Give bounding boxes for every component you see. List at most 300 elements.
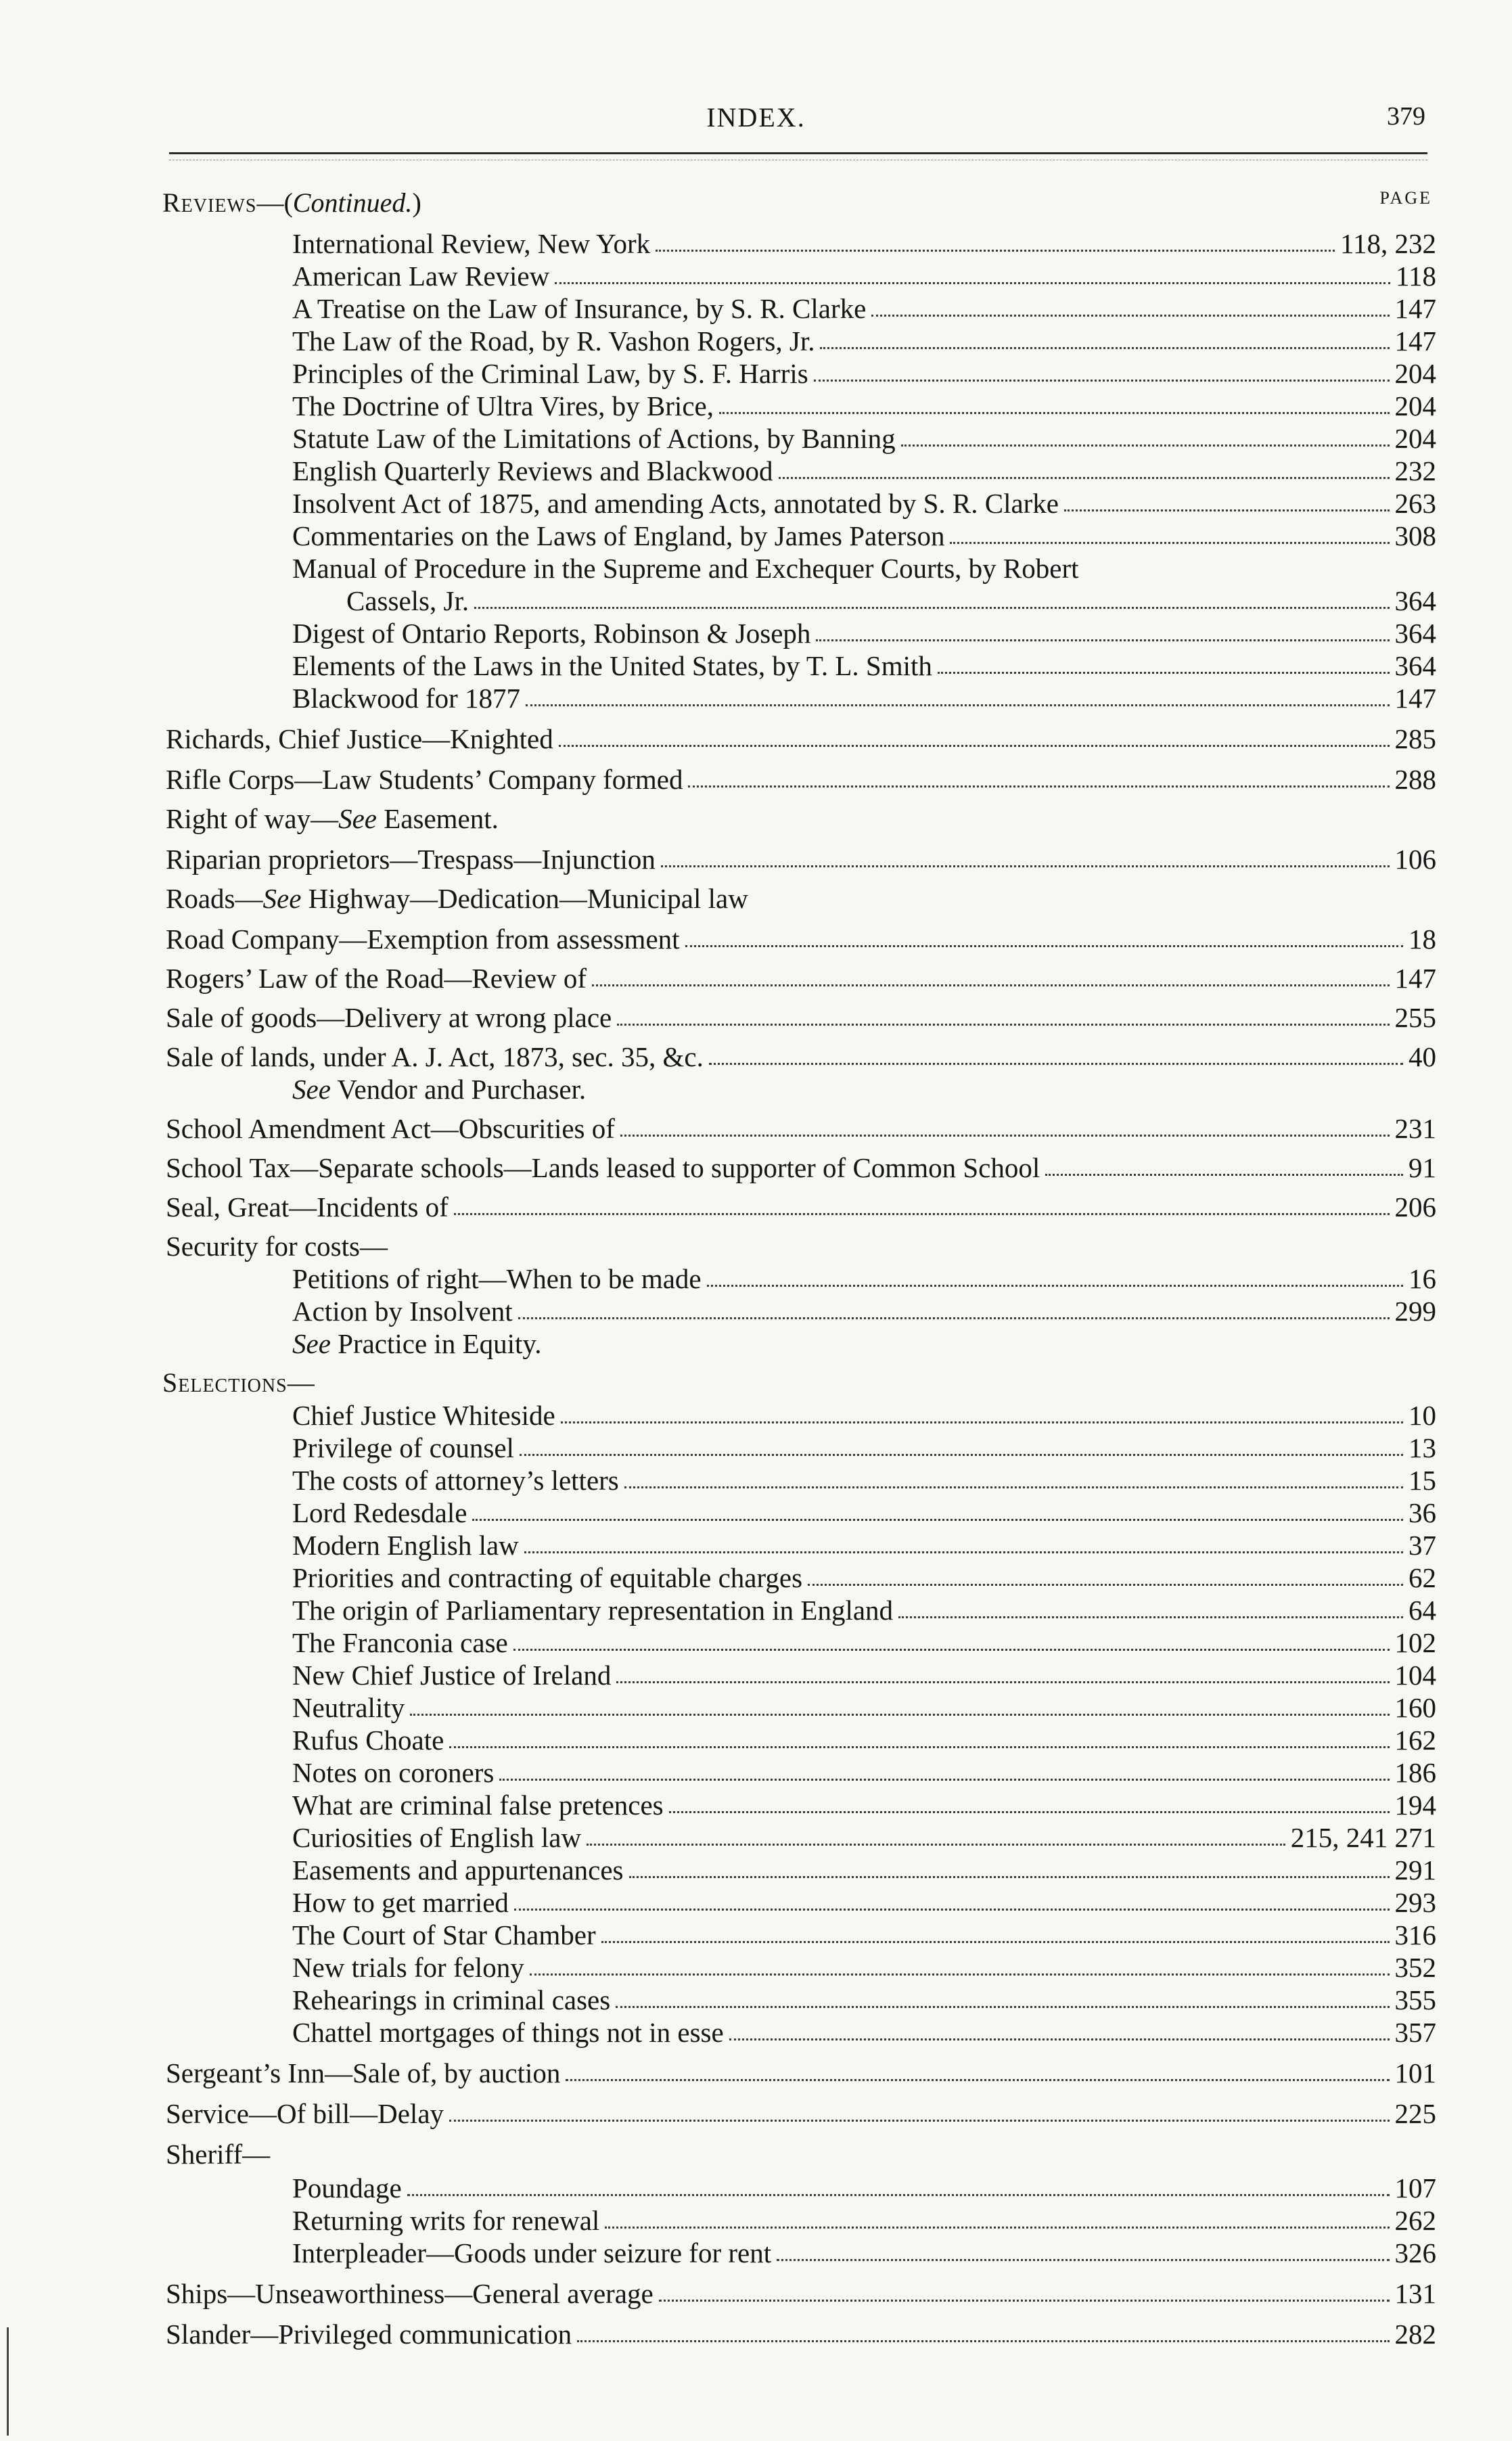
- leader-dots: [808, 1584, 1403, 1586]
- index-entry: [162, 1367, 315, 1399]
- index-entry: [292, 357, 1436, 390]
- entry-label: [292, 455, 773, 487]
- entry-label: [292, 1724, 444, 1756]
- entry-text: Commentaries on the Laws of England, by James Paterson: [292, 520, 945, 551]
- entry-label: [292, 1561, 802, 1594]
- entry-label: [166, 1230, 388, 1262]
- entry-text: Rifle Corps—Law Students’ Company formed: [166, 764, 683, 795]
- entry-label: [292, 1951, 524, 1984]
- leader-dots: [524, 1551, 1403, 1553]
- entry-text: The Doctrine of Ultra Vires, by Brice,: [292, 390, 714, 421]
- index-entry: [166, 1112, 1436, 1145]
- leader-dots: [616, 1681, 1389, 1683]
- entry-text: International Review, New York: [292, 228, 651, 259]
- entry-text: Digest of Ontario Reports, Robinson & Joseph: [292, 618, 811, 649]
- entry-page-ref: 194: [1394, 1789, 1436, 1821]
- entry-label: [292, 1919, 596, 1951]
- leader-dots: [620, 1135, 1390, 1137]
- leader-dots: [449, 1746, 1389, 1748]
- entry-page-ref: 364: [1394, 618, 1436, 649]
- index-entry: [292, 1497, 1436, 1529]
- index-entry: [292, 1886, 1436, 1919]
- entry-page-ref: 291: [1394, 1854, 1436, 1886]
- index-entry: [292, 325, 1436, 357]
- index-entry: [292, 552, 1436, 585]
- entry-label: [292, 1756, 494, 1789]
- index-entry: [166, 2277, 1436, 2310]
- entry-text: Road Company—Exemption from assessment: [166, 923, 680, 955]
- entry-text: See: [292, 1328, 331, 1359]
- entry-text: Statute Law of the Limitations of Actions, by Banning: [292, 423, 896, 454]
- index-entry: [292, 1262, 1436, 1295]
- entry-text: Rufus Choate: [292, 1725, 444, 1756]
- leader-dots: [587, 1844, 1285, 1846]
- entry-text: Richards, Chief Justice—Knighted: [166, 723, 553, 754]
- entry-label: [292, 487, 1059, 520]
- entry-text: Vendor and Purchaser.: [330, 1074, 587, 1105]
- entry-page-ref: 10: [1408, 1400, 1436, 1431]
- entry-text: Riparian proprietors—Trespass—Injunction: [166, 844, 656, 875]
- leader-dots: [513, 1649, 1390, 1651]
- entry-text: Selections: [162, 1367, 288, 1398]
- entry-text: Principles of the Criminal Law, by S. F. Harris: [292, 358, 808, 389]
- entry-page-ref: 40: [1408, 1041, 1436, 1072]
- entry-text: See: [338, 803, 377, 834]
- leader-dots: [605, 2227, 1389, 2229]
- entry-label: [292, 682, 520, 714]
- entry-page-ref: 299: [1394, 1296, 1436, 1327]
- leader-dots: [410, 1714, 1389, 1716]
- page-column-label: PAGE: [1379, 188, 1432, 208]
- leader-dots: [661, 865, 1390, 867]
- entry-text: The Court of Star Chamber: [292, 1919, 596, 1950]
- index-entry: [292, 1073, 1436, 1105]
- entry-page-ref: 204: [1394, 358, 1436, 389]
- index-entry: [292, 2204, 1436, 2237]
- leader-dots: [901, 444, 1390, 447]
- entry-text: English Quarterly Reviews and Blackwood: [292, 455, 773, 486]
- leader-dots: [520, 1454, 1403, 1456]
- entry-text: Roads—: [166, 883, 263, 914]
- page-title: INDEX.: [706, 102, 806, 133]
- entry-text: Right of way—: [166, 803, 339, 834]
- leader-dots: [449, 2120, 1389, 2122]
- entry-label: [292, 1529, 519, 1561]
- leader-dots: [1045, 1174, 1403, 1176]
- entry-text: —: [287, 1367, 315, 1398]
- entry-page-ref: 62: [1408, 1562, 1436, 1593]
- index-entry: [292, 1756, 1436, 1789]
- leader-dots: [616, 2006, 1389, 2008]
- entry-text: The Franconia case: [292, 1627, 508, 1658]
- entry-label: [292, 1626, 508, 1659]
- index-entry: [292, 292, 1436, 325]
- entry-text: Easements and appurtenances: [292, 1854, 624, 1886]
- index-entry: [292, 1789, 1436, 1821]
- entry-label: [166, 2318, 572, 2350]
- leader-dots: [577, 2340, 1389, 2342]
- entry-text: Lord Redesdale: [292, 1497, 467, 1528]
- index-entry: [166, 763, 1436, 796]
- leader-dots: [669, 1811, 1390, 1813]
- leader-dots: [659, 2300, 1390, 2302]
- leader-dots: [719, 412, 1390, 414]
- index-entry: [166, 923, 1436, 955]
- entry-page-ref: 186: [1394, 1757, 1436, 1788]
- entry-page-ref: 204: [1394, 423, 1436, 454]
- index-entry: [166, 2097, 1436, 2130]
- entry-page-ref: 147: [1394, 325, 1436, 357]
- entry-label: [292, 1594, 893, 1626]
- entry-page-ref: 160: [1394, 1692, 1436, 1723]
- entry-label: [292, 1821, 581, 1854]
- entry-page-ref: 147: [1394, 293, 1436, 324]
- entry-page-ref: 288: [1394, 764, 1436, 795]
- leader-dots: [601, 1941, 1390, 1943]
- leader-dots: [1064, 509, 1389, 511]
- leader-dots: [407, 2194, 1390, 2196]
- entry-page-ref: 147: [1394, 963, 1436, 994]
- entry-text: School Amendment Act—Obscurities of: [166, 1113, 615, 1144]
- page-number: 379: [1387, 102, 1425, 131]
- leader-dots: [685, 945, 1403, 947]
- leader-dots: [779, 477, 1390, 479]
- entry-text: The Law of the Road, by R. Vashon Rogers, Jr.: [292, 325, 815, 357]
- leader-dots: [950, 542, 1389, 544]
- entry-label: [166, 723, 553, 755]
- entry-text: Rehearings in criminal cases: [292, 1984, 611, 2015]
- entry-text: Sale of lands, under A. J. Act, 1873, sec. 35, &c.: [166, 1041, 704, 1072]
- leader-dots: [629, 1876, 1390, 1878]
- entry-label: [292, 325, 815, 357]
- entry-page-ref: 326: [1394, 2237, 1436, 2268]
- index-entry: [292, 227, 1436, 260]
- entry-label: [292, 2237, 771, 2269]
- leader-dots: [820, 347, 1389, 349]
- leader-dots: [688, 785, 1389, 788]
- header-rule: [169, 152, 1427, 154]
- entry-page-ref: 16: [1408, 1263, 1436, 1294]
- entry-label: [292, 1327, 542, 1360]
- entry-label: [166, 962, 587, 995]
- index-entry: [292, 1854, 1436, 1886]
- entry-label: [292, 1399, 555, 1432]
- entry-page-ref: 107: [1394, 2172, 1436, 2204]
- entry-text: Insolvent Act of 1875, and amending Acts, annotated by S. R. Clarke: [292, 488, 1059, 519]
- entry-label: [162, 1367, 315, 1399]
- entry-label: [166, 2057, 560, 2089]
- entry-text: See: [292, 1074, 331, 1105]
- entry-page-ref: 18: [1408, 923, 1436, 955]
- entry-page-ref: 118: [1396, 260, 1436, 292]
- index-entry: [292, 1984, 1436, 2016]
- leader-dots: [530, 1974, 1390, 1976]
- entry-label: [162, 187, 421, 219]
- index-entry: [292, 1626, 1436, 1659]
- leader-dots: [472, 1519, 1403, 1521]
- entry-text: The origin of Parliamentary representation in England: [292, 1595, 894, 1626]
- entry-page-ref: 355: [1394, 1984, 1436, 2015]
- index-entry: [166, 843, 1436, 875]
- index-entry: [166, 2057, 1436, 2089]
- entry-label: [292, 617, 810, 649]
- leader-dots: [816, 639, 1389, 641]
- entry-label: [292, 2172, 402, 2204]
- leader-dots: [777, 2259, 1389, 2261]
- index-entry: [292, 1659, 1436, 1691]
- entry-page-ref: 231: [1394, 1113, 1436, 1144]
- entry-page-ref: 106: [1394, 844, 1436, 875]
- entry-label: [166, 843, 656, 875]
- entry-text: New Chief Justice of Ireland: [292, 1660, 612, 1691]
- index-entry: [292, 455, 1436, 487]
- leader-dots: [518, 1317, 1390, 1319]
- entry-page-ref: 282: [1394, 2319, 1436, 2350]
- entry-label: [292, 1464, 619, 1497]
- leader-dots: [656, 250, 1335, 252]
- leader-dots: [617, 1024, 1389, 1026]
- index-entry: [166, 1151, 1436, 1184]
- entry-label: [292, 1497, 467, 1529]
- entry-page-ref: 364: [1394, 650, 1436, 681]
- entry-label: [292, 649, 932, 682]
- entry-page-ref: 147: [1394, 683, 1436, 714]
- entry-label: [292, 1295, 513, 1327]
- index-entry: [292, 1821, 1436, 1854]
- entry-text: Notes on coroners: [292, 1757, 495, 1788]
- index-entry: [166, 2138, 1436, 2170]
- entry-text: Returning writs for renewal: [292, 2205, 600, 2236]
- entry-label: [166, 1001, 612, 1034]
- entry-text: Security for costs—: [166, 1231, 388, 1262]
- entry-page-ref: 262: [1394, 2205, 1436, 2236]
- entry-text: See: [262, 883, 302, 914]
- index-entry: [166, 723, 1436, 755]
- entry-page-ref: 102: [1394, 1627, 1436, 1658]
- index-entry: [292, 2172, 1436, 2204]
- entry-label: [292, 422, 896, 455]
- entry-text: How to get married: [292, 1887, 509, 1918]
- index-entry: [292, 649, 1436, 682]
- entry-label: [166, 2277, 654, 2310]
- index-entry: [292, 1919, 1436, 1951]
- entry-text: American Law Review: [292, 260, 550, 292]
- entry-text: Interpleader—Goods under seizure for rent: [292, 2237, 772, 2268]
- entry-label: [166, 882, 748, 915]
- leader-dots: [592, 984, 1389, 986]
- index-entry: [166, 882, 1436, 915]
- entry-label: [166, 1151, 1040, 1184]
- entry-text: Sergeant’s Inn—Sale of, by auction: [166, 2057, 561, 2089]
- leader-dots: [474, 607, 1389, 609]
- index-entry: [292, 1951, 1436, 1984]
- index-entry: [292, 1561, 1436, 1594]
- entry-page-ref: 91: [1408, 1152, 1436, 1183]
- index-entry: [292, 1327, 1436, 1360]
- leader-dots: [624, 1486, 1403, 1488]
- entry-label: [292, 1789, 664, 1821]
- index-entry: [292, 260, 1436, 292]
- entry-label: [166, 1041, 704, 1073]
- index-entry: [292, 1464, 1436, 1497]
- entry-page-ref: 101: [1394, 2057, 1436, 2089]
- index-entry: [292, 1432, 1436, 1464]
- entry-text: Highway—Dedication—Municipal law: [301, 883, 748, 914]
- entry-label: [292, 357, 808, 390]
- entry-page-ref: 204: [1394, 390, 1436, 421]
- entry-text: Blackwood for 1877: [292, 683, 521, 714]
- entry-text: ): [412, 187, 421, 218]
- entry-label: [292, 1984, 610, 2016]
- leader-dots: [566, 2079, 1389, 2081]
- entry-label: [292, 2204, 599, 2237]
- leader-dots: [898, 1616, 1403, 1618]
- entry-page-ref: 206: [1394, 1191, 1436, 1223]
- entry-text: Chief Justice Whiteside: [292, 1400, 555, 1431]
- entry-text: Curiosities of English law: [292, 1822, 582, 1853]
- entry-page-ref: 316: [1394, 1919, 1436, 1950]
- margin-mark: [7, 2327, 9, 2436]
- entry-text: Ships—Unseaworthiness—General average: [166, 2278, 654, 2309]
- index-entry: [292, 487, 1436, 520]
- entry-page-ref: 118, 232: [1340, 228, 1436, 259]
- entry-label: [166, 2138, 270, 2170]
- entry-page-ref: 357: [1394, 2017, 1436, 2048]
- entry-label: [292, 1886, 509, 1919]
- leader-dots: [814, 380, 1390, 382]
- entry-label: [166, 923, 680, 955]
- index-entry: [292, 1399, 1436, 1432]
- entry-text: What are criminal false pretences: [292, 1789, 664, 1821]
- entry-page-ref: 352: [1394, 1952, 1436, 1983]
- entry-text: Cassels, Jr.: [346, 585, 469, 616]
- index-entry: [292, 390, 1436, 422]
- leader-dots: [729, 2038, 1390, 2040]
- leader-dots: [707, 1285, 1403, 1287]
- entry-page-ref: 293: [1394, 1887, 1436, 1918]
- index-entry: [292, 682, 1436, 714]
- entry-label: [292, 390, 714, 422]
- entry-label: [292, 227, 650, 260]
- index-entry: [292, 2016, 1436, 2049]
- entry-text: School Tax—Separate schools—Lands leased to supporter of Common School: [166, 1152, 1040, 1183]
- entry-label: [292, 1262, 702, 1295]
- entry-text: Privilege of counsel: [292, 1432, 514, 1463]
- entry-page-ref: 162: [1394, 1725, 1436, 1756]
- entry-text: The costs of attorney’s letters: [292, 1465, 619, 1496]
- entry-page-ref: 255: [1394, 1002, 1436, 1033]
- entry-text: A Treatise on the Law of Insurance, by S. R. Clarke: [292, 293, 867, 324]
- entry-label: [292, 1432, 514, 1464]
- entry-text: Priorities and contracting of equitable charges: [292, 1562, 803, 1593]
- leader-dots: [526, 704, 1389, 706]
- entry-text: Easement.: [377, 803, 499, 834]
- entry-label: [292, 1691, 405, 1724]
- index-entry: [346, 585, 1436, 617]
- leader-dots: [561, 1421, 1403, 1423]
- entry-page-ref: 36: [1408, 1497, 1436, 1528]
- index-entry: [292, 1295, 1436, 1327]
- entry-text: Practice in Equity.: [330, 1328, 542, 1359]
- entry-text: Poundage: [292, 2172, 402, 2204]
- entry-text: Reviews: [162, 187, 257, 218]
- entry-text: Elements of the Laws in the United States, by T. L. Smith: [292, 650, 932, 681]
- entry-label: [292, 1854, 624, 1886]
- leader-dots: [499, 1779, 1389, 1781]
- entry-text: Modern English law: [292, 1530, 519, 1561]
- entry-label: [292, 1073, 586, 1105]
- entry-label: [166, 1191, 449, 1223]
- entry-text: Manual of Procedure in the Supreme and Exchequer Courts, by Robert: [292, 553, 1079, 584]
- entry-page-ref: 225: [1394, 2098, 1436, 2129]
- index-entry: [292, 1594, 1436, 1626]
- entry-page-ref: 37: [1408, 1530, 1436, 1561]
- entry-text: Rogers’ Law of the Road—Review of: [166, 963, 587, 994]
- leader-dots: [555, 282, 1390, 284]
- index-entry: [292, 1529, 1436, 1561]
- entry-page-ref: 263: [1394, 488, 1436, 519]
- entry-label: [166, 2097, 444, 2130]
- entry-page-ref: 232: [1394, 455, 1436, 486]
- index-entry: [292, 422, 1436, 455]
- entry-text: New trials for felony: [292, 1952, 524, 1983]
- leader-dots: [559, 745, 1390, 747]
- index-entry: [166, 1041, 1436, 1073]
- entry-text: Petitions of right—When to be made: [292, 1263, 702, 1294]
- entry-page-ref: 285: [1394, 723, 1436, 754]
- index-entry: [166, 1230, 1436, 1262]
- entry-text: Sheriff—: [166, 2139, 271, 2170]
- leader-dots: [709, 1063, 1403, 1065]
- index-entry: [166, 2318, 1436, 2350]
- entry-text: Continued.: [292, 187, 413, 218]
- index-entry: [292, 2237, 1436, 2269]
- entry-label: [292, 552, 1079, 585]
- entry-page-ref: 215, 241 271: [1290, 1822, 1436, 1853]
- entry-text: Neutrality: [292, 1692, 405, 1723]
- entry-page-ref: 104: [1394, 1660, 1436, 1691]
- index-entry: [166, 962, 1436, 995]
- entry-label: [166, 763, 683, 796]
- entry-text: —(: [256, 187, 293, 218]
- leader-dots: [514, 1909, 1390, 1911]
- entry-text: Service—Of bill—Delay: [166, 2098, 444, 2129]
- entry-text: Chattel mortgages of things not in esse: [292, 2017, 724, 2048]
- entry-page-ref: 64: [1408, 1595, 1436, 1626]
- index-entry: [292, 1724, 1436, 1756]
- leader-dots: [938, 672, 1390, 674]
- index-entry: [166, 1191, 1436, 1223]
- entry-label: [166, 1112, 615, 1145]
- entry-text: Slander—Privileged communication: [166, 2319, 572, 2350]
- entry-page-ref: 308: [1394, 520, 1436, 551]
- index-entry: [292, 520, 1436, 552]
- entry-text: Action by Insolvent: [292, 1296, 513, 1327]
- entry-page-ref: 364: [1394, 585, 1436, 616]
- running-head: [0, 101, 1512, 142]
- entry-page-ref: 13: [1408, 1432, 1436, 1463]
- index-entry: [292, 617, 1436, 649]
- leader-dots: [871, 315, 1389, 317]
- index-entry: [162, 187, 421, 219]
- index-entry: [166, 802, 1436, 835]
- index-entry: [166, 1001, 1436, 1034]
- entry-label: [292, 2016, 724, 2049]
- entry-text: Sale of goods—Delivery at wrong place: [166, 1002, 612, 1033]
- entry-label: [166, 802, 499, 835]
- entry-label: [346, 585, 469, 617]
- entry-label: [292, 1659, 611, 1691]
